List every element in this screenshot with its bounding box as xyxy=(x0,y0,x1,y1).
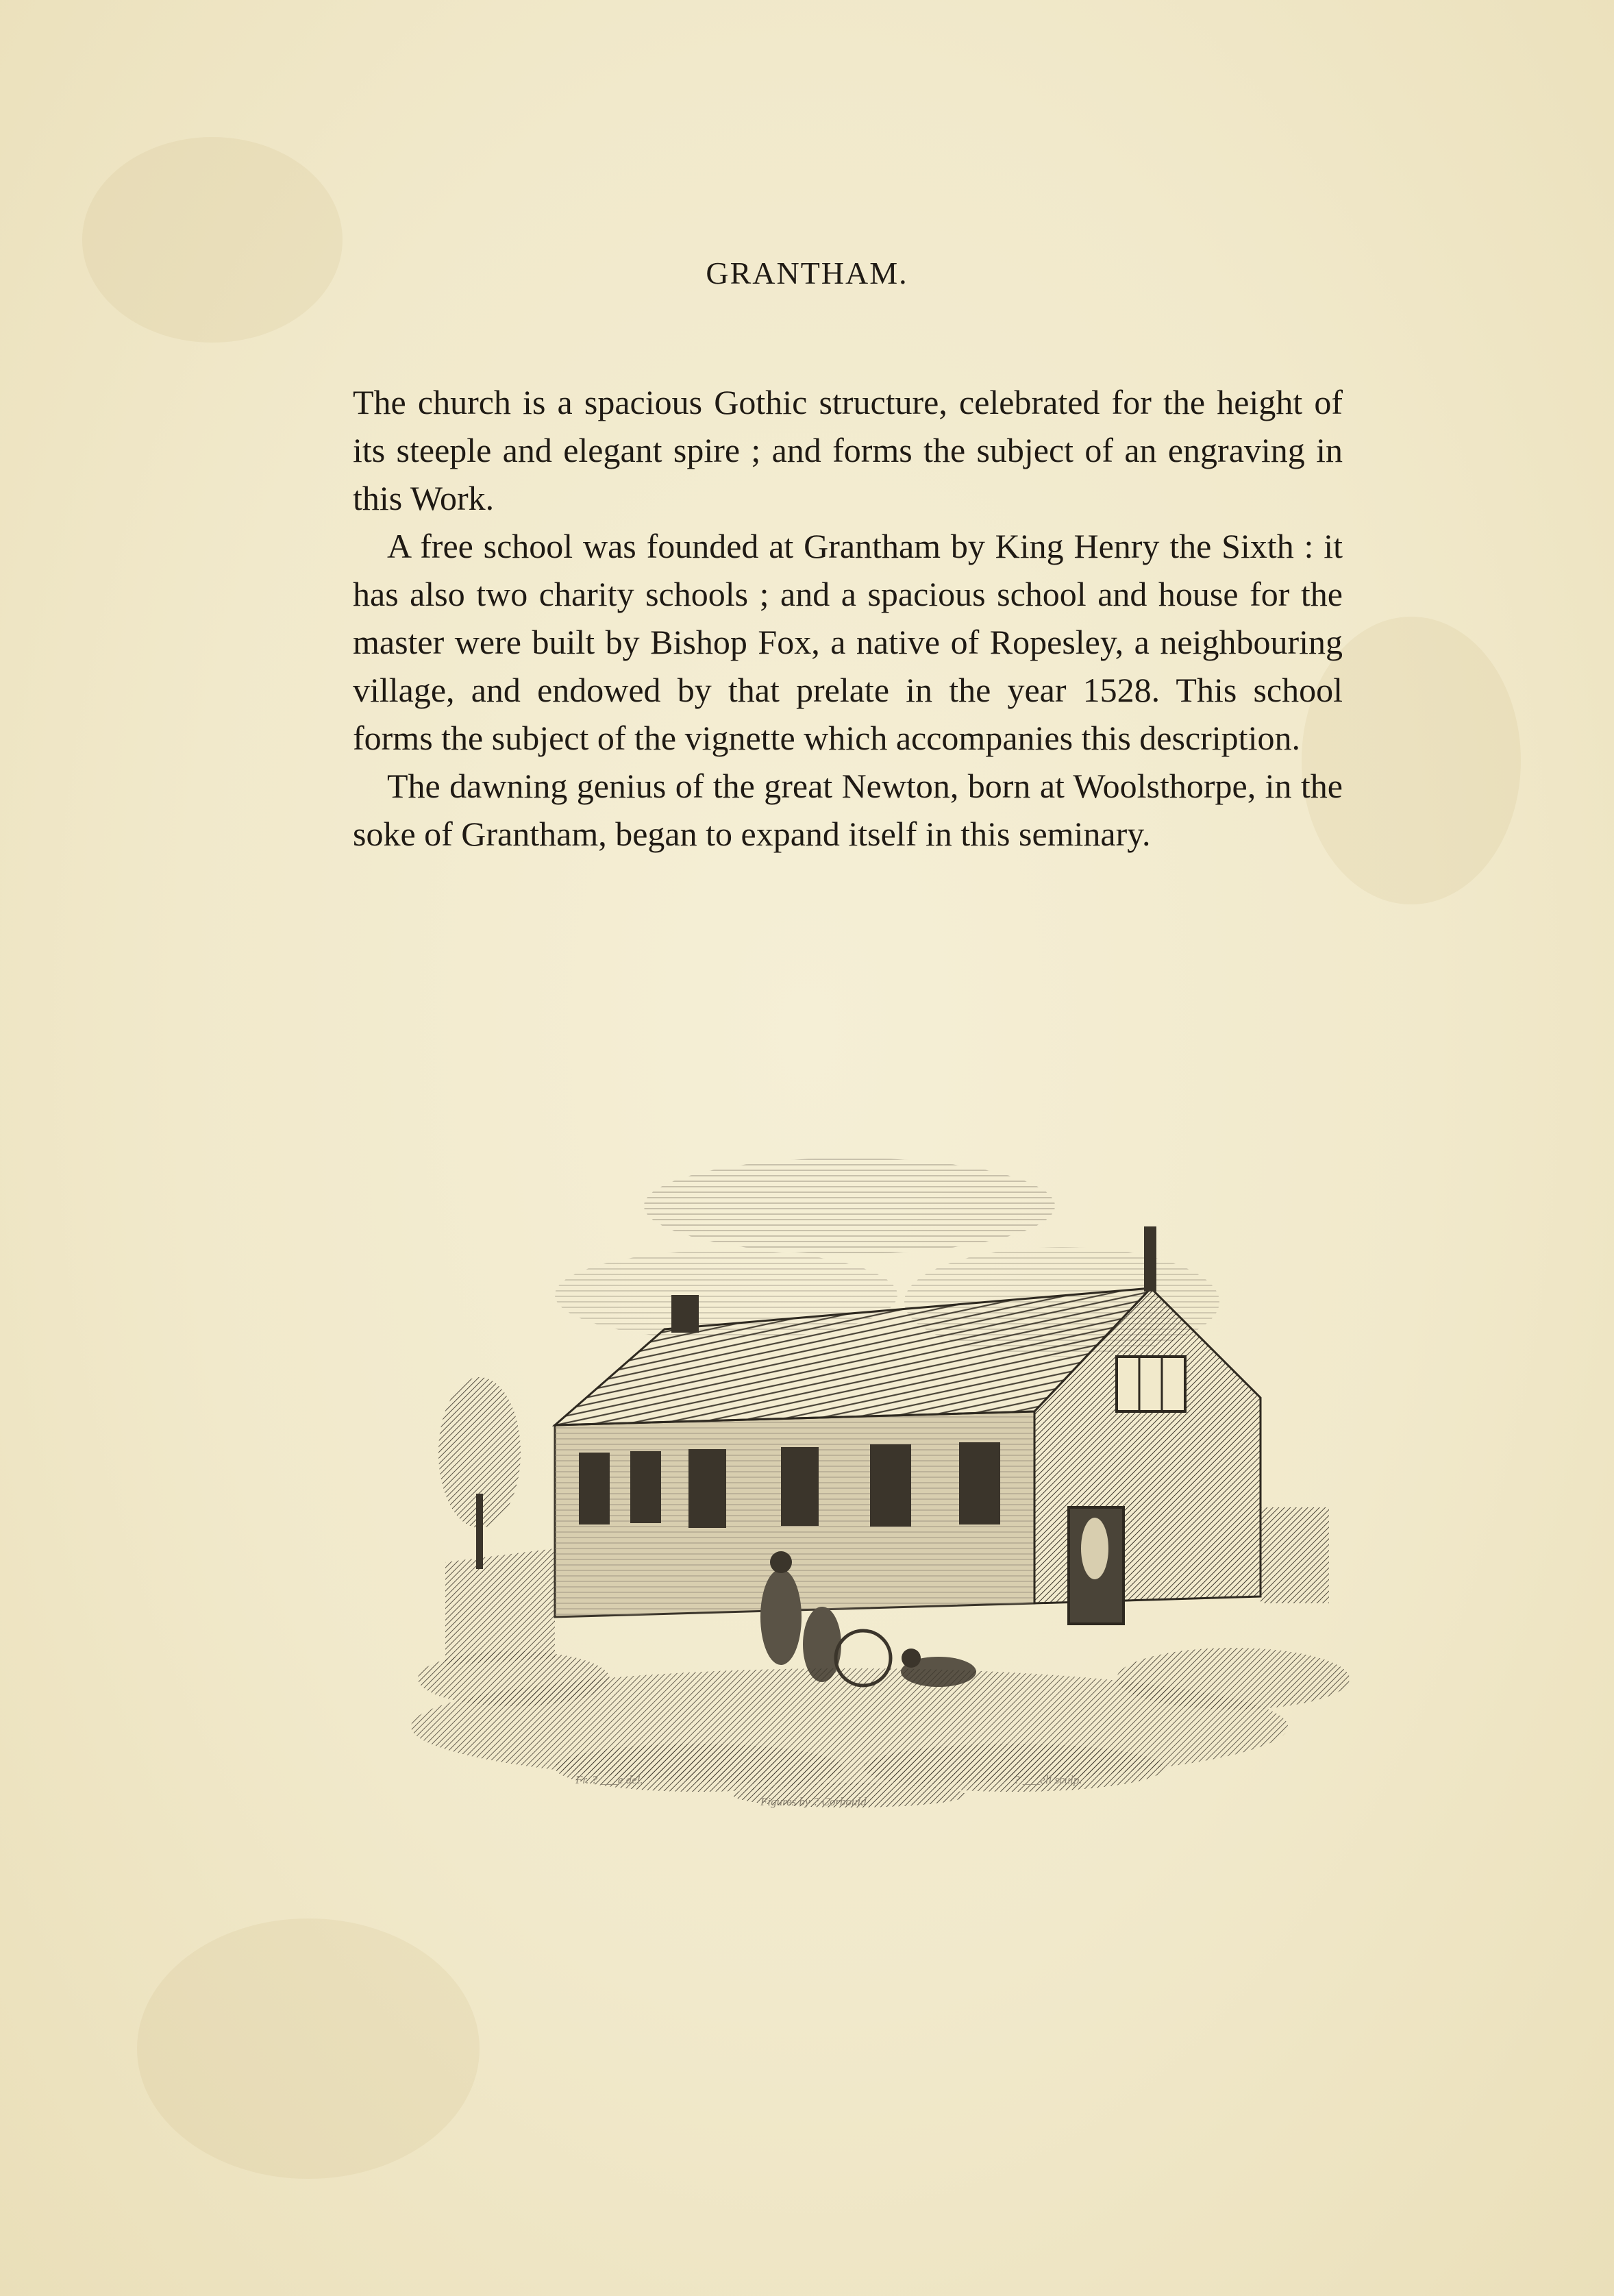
engraving-credit-draughtsman: Fr. ? ___e del. xyxy=(575,1773,643,1786)
school-vignette-engraving xyxy=(343,1124,1356,1809)
paper-stain xyxy=(137,1918,480,2179)
paragraph-church: The church is a spacious Gothic structure, celebrated for the height of its steeple and elegant spire ; and forms the subject of an engraving in this Work. xyxy=(353,383,1343,517)
engraving-credit-figures: Figures by ? Corbould xyxy=(760,1795,867,1808)
paragraph-newton: The dawning genius of the great Newton, born at Woolsthorpe, in the soke of Grantham, began to expand itself in this seminary. xyxy=(353,767,1343,853)
engraving-credit-engraver: ? ___ell sculp. xyxy=(1014,1773,1082,1786)
page-heading: GRANTHAM. xyxy=(706,256,908,291)
paper-stain xyxy=(82,137,343,343)
body-text xyxy=(353,378,1343,858)
paragraph-free-school: A free school was founded at Grantham by King Henry the Sixth : it has also two charity schools ; and a spacious school and house for the master were built by Bishop Fox, a native of Ropesley, a neighbouring village, and endowed by that prelate in the year 1528. This school forms the subject of the vignette which accompanies this description. xyxy=(353,527,1343,757)
